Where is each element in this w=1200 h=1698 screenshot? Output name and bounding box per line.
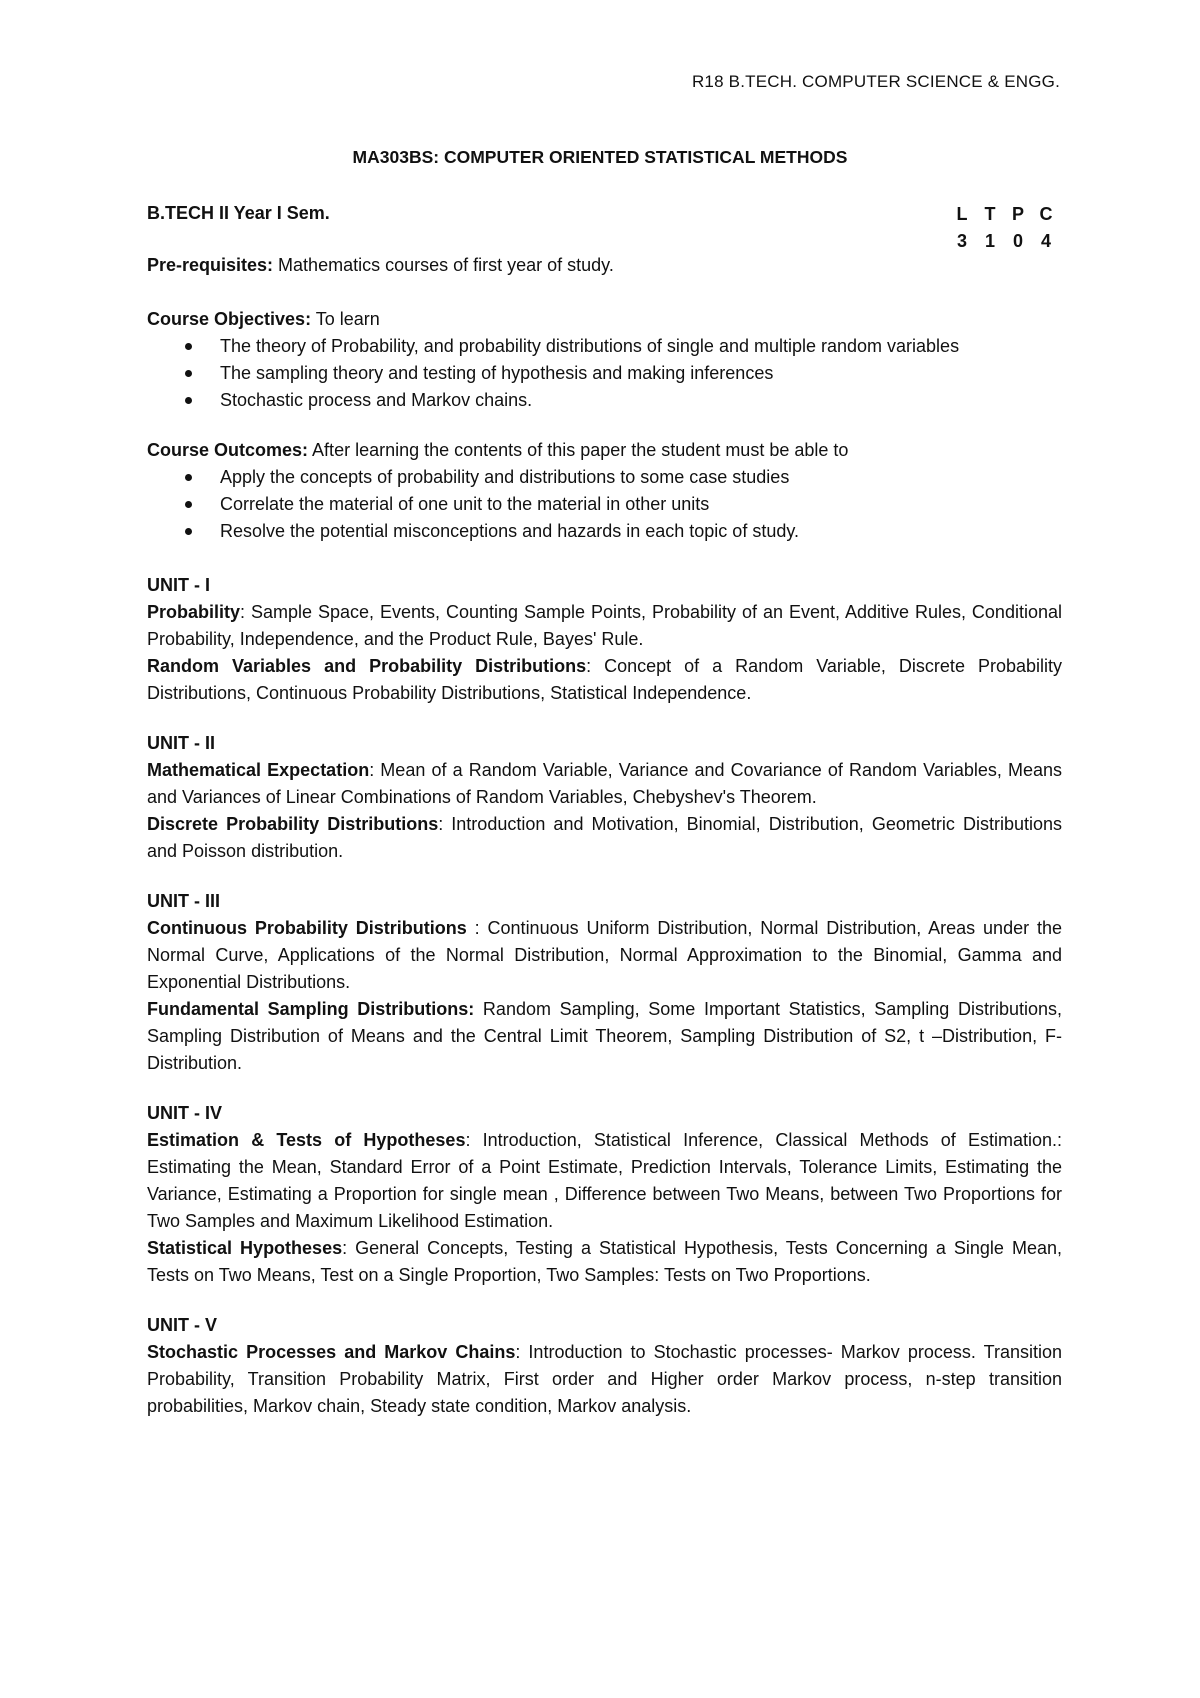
topic-text: : General Concepts, Testing a Statistical Hypothesis, Tests Concerning a Single Mean, Tests on Two Means, Test on a Single Proportion, Two Samples: Tests on Two Proportions. [147,1238,1062,1285]
ltpc-value: 4 [1040,231,1051,251]
bullet-icon [185,528,192,535]
unit-topic [147,915,1062,996]
objectives-heading [147,306,1062,333]
bullet-icon [185,501,192,508]
topic-text: : Introduction to Stochastic processes- Markov process. Transition Probability, Transition Probability Matrix, First order and Higher order Markov process, n-step transition probabilities, Markov chain, Steady state condition, Markov analysis. [147,1342,1062,1416]
topic-title: Continuous Probability Distributions [147,918,467,938]
topic-title: Random Variables and Probability Distributions [147,656,587,676]
unit-topic [147,599,1062,653]
list-item-text: Resolve the potential misconceptions and hazards in each topic of study. [220,521,800,541]
program-header: R18 B.TECH. COMPUTER SCIENCE & ENGG. [691,72,1060,91]
course-title: MA303BS: COMPUTER ORIENTED STATISTICAL METHODS [352,147,848,167]
bullet-icon [185,343,192,350]
objectives-list [147,333,1062,414]
ltpc-values-row [948,228,1060,255]
bullet-icon [185,370,192,377]
topic-text: : Continuous Uniform Distribution, Normal Distribution, Areas under the Normal Curve, Applications of the Normal Distribution, Normal Approximation to the Binomial, Gamma and Exponential Distributions. [147,918,1062,992]
topic-text: : Introduction, Statistical Inference, Classical Methods of Estimation.: Estimating the Mean, Standard Error of a Point Estimate, Prediction Intervals, Tolerance Limits, Estimating the Variance, Estimating a Proportion for single mean , Difference between Two Means, between Two Proportions for Two Samples and Maximum Likelihood Estimation. [147,1130,1063,1231]
prerequisites-label: Pre-requisites: [147,255,274,275]
topic-title: Statistical Hypotheses [147,1238,343,1258]
ltpc-label: C [1039,204,1053,224]
topic-title: Fundamental Sampling Distributions: [147,999,475,1019]
unit-topic [147,757,1062,811]
unit-topic [147,996,1062,1077]
prerequisites [147,252,1062,279]
syllabus-body [147,252,1062,1420]
unit-heading [147,572,1062,599]
list-item [220,360,1062,387]
list-item-text: Stochastic process and Markov chains. [220,390,533,410]
topic-text: Random Sampling, Some Important Statistics, Sampling Distributions, Sampling Distribution of Means and the Central Limit Theorem, Sampling Distribution of S2, t –Distribution, F-Distribution. [147,999,1062,1073]
ltpc-value: 0 [1012,231,1023,251]
unit-heading [147,730,1062,757]
unit-topic [147,811,1062,865]
outcomes-label: Course Outcomes: [147,440,309,460]
ltpc-table [948,201,1060,255]
list-item-text: The theory of Probability, and probability distributions of single and multiple random variables [220,336,960,356]
list-item [220,387,1062,414]
bullet-icon [185,474,192,481]
unit-heading-text: UNIT - IV [147,1103,222,1123]
unit-topic [147,653,1062,707]
topic-text: : Mean of a Random Variable, Variance and Covariance of Random Variables, Means and Variances of Linear Combinations of Random Variables, Chebyshev's Theorem. [147,760,1062,807]
unit-heading [147,1100,1062,1127]
ltpc-labels-row [948,201,1060,228]
topic-text: : Concept of a Random Variable, Discrete Probability Distributions, Continuous Probability Distributions, Statistical Independence. [147,656,1062,703]
ltpc-label: P [1011,204,1024,224]
prerequisites-text: Mathematics courses of first year of study. [273,255,614,275]
outcomes-list [147,464,1062,545]
list-item-text: The sampling theory and testing of hypothesis and making inferences [220,363,774,383]
unit-heading-text: UNIT - II [147,733,215,753]
topic-title: Discrete Probability Distributions [147,814,439,834]
list-item [220,491,1062,518]
ltpc-value: 1 [984,231,995,251]
semester-label: B.TECH II Year I Sem. [147,203,330,223]
unit-heading [147,1312,1062,1339]
list-item-text: Correlate the material of one unit to the material in other units [220,494,710,514]
ltpc-value: 3 [956,231,967,251]
list-item [220,333,1062,360]
topic-text: : Introduction and Motivation, Binomial, Distribution, Geometric Distributions and Poisson distribution. [147,814,1063,861]
unit-topic [147,1339,1062,1420]
outcomes-intro: After learning the contents of this paper the student must be able to [308,440,849,460]
objectives-label: Course Objectives: [147,309,312,329]
unit-heading-text: UNIT - I [147,575,210,595]
topic-title: Probability [147,602,241,622]
topic-title: Estimation & Tests of Hypotheses [147,1130,466,1150]
unit-heading-text: UNIT - III [147,891,220,911]
outcomes-heading [147,437,1062,464]
topic-title: Mathematical Expectation [147,760,370,780]
unit-heading [147,888,1062,915]
objectives-intro: To learn [311,309,380,329]
bullet-icon [185,397,192,404]
ltpc-label: T [984,204,996,224]
list-item-text: Apply the concepts of probability and distributions to some case studies [220,467,790,487]
unit-heading-text: UNIT - V [147,1315,217,1335]
unit-topic [147,1127,1062,1235]
list-item [220,464,1062,491]
unit-topic [147,1235,1062,1289]
list-item [220,518,1062,545]
ltpc-label: L [956,204,968,224]
topic-title: Stochastic Processes and Markov Chains [147,1342,516,1362]
topic-text: : Sample Space, Events, Counting Sample Points, Probability of an Event, Additive Rules, Conditional Probability, Independence, and the Product Rule, Bayes' Rule. [147,602,1062,649]
